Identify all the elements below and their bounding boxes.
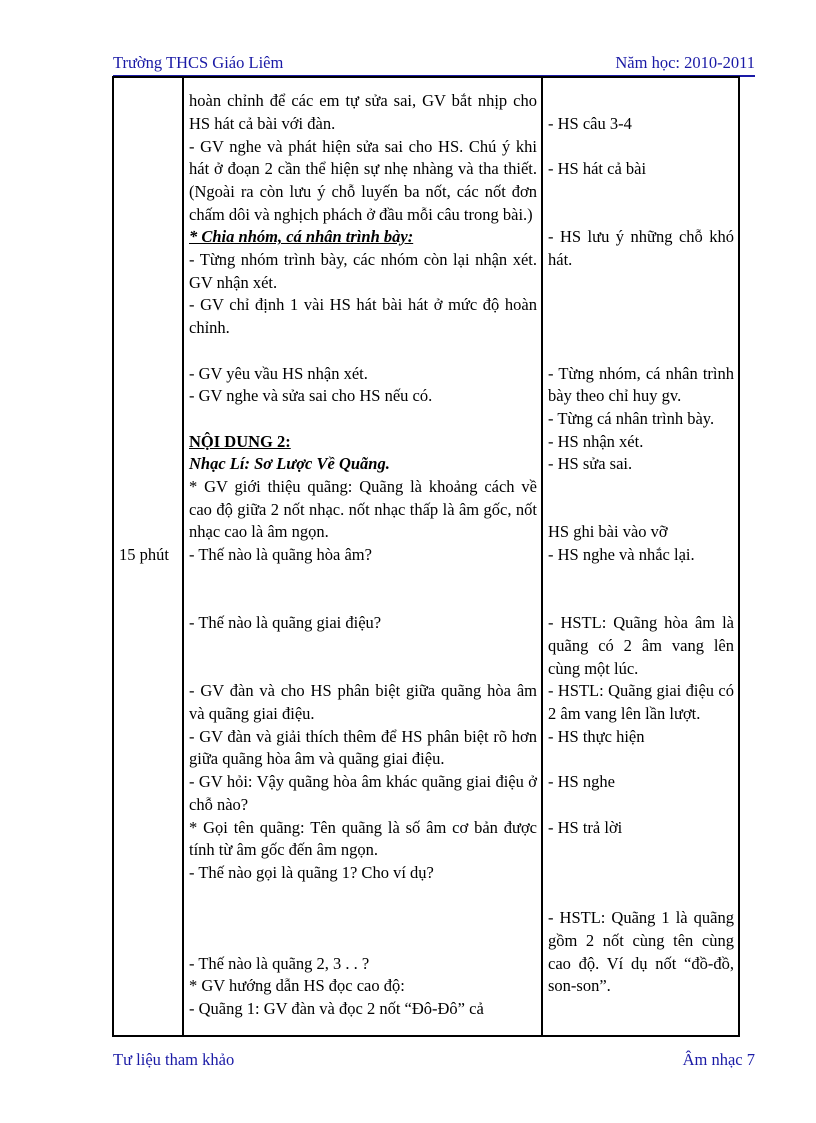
student-text: - HS hát cả bài: [548, 159, 647, 179]
page-header: [113, 53, 755, 77]
student-text: - HS sửa sai.: [548, 454, 633, 474]
teacher-text: * GV hướng dẫn HS đọc cao độ:: [189, 976, 405, 996]
teacher-text: - Từng nhóm trình bày, các nhóm còn lại nhận xét. GV nhận xét.: [189, 250, 537, 292]
teacher-text: - Thế nào là quãng hòa âm?: [189, 545, 372, 565]
teacher-text: - GV đàn và giải thích thêm để HS phân biệt rõ hơn giữa quãng hòa âm và quãng giai điệu.: [189, 726, 537, 769]
teacher-text: * GV giới thiệu quãng: Quãng là khoảng cách về cao độ giữa 2 nốt nhạc. nốt nhạc thấp là âm gốc, nốt nhạc cao là âm ngọn.: [189, 477, 537, 542]
student-text: - HS câu 3-4: [548, 113, 632, 133]
footer-left: Tư liệu tham khảo: [113, 1050, 235, 1069]
student-text: - HS nghe và nhắc lại.: [548, 545, 695, 565]
student-text: - Từng cá nhân trình bày.: [548, 408, 715, 428]
student-text: - HS thực hiện: [548, 726, 645, 746]
content-heading: NỘI DUNG 2:: [189, 431, 291, 451]
teacher-text: - Thế nào là quãng 2, 3 . . ?: [189, 953, 370, 973]
section-heading: * Chia nhóm, cá nhân trình bày:: [189, 227, 414, 247]
student-text: - HSTL: Quãng hòa âm là quãng có 2 âm vang lên cùng một lúc.: [548, 613, 734, 678]
time-label: 15 phút: [119, 545, 169, 565]
teacher-text: - Thế nào gọi là quãng 1? Cho ví dụ?: [189, 862, 434, 882]
teacher-activity-cell: [183, 77, 542, 1036]
teacher-text: - GV nghe và phát hiện sửa sai cho HS. Chú ý khi hát ở đoạn 2 cần thể hiện sự nhẹ nhàng và tha thiết. (Ngoài ra còn lưu ý chỗ luyến ba nốt, các nốt đơn chấm dôi và nghịch phách ở đầu mỗi câu trong bài.): [189, 136, 537, 224]
teacher-text: * Gọi tên quãng: Tên quãng là số âm cơ bản được tính từ âm gốc đến âm ngọn.: [189, 817, 537, 860]
teacher-text: - Quãng 1: GV đàn và đọc 2 nốt “Đô-Đô” cả: [189, 999, 484, 1019]
student-text: - HSTL: Quãng 1 là quãng gồm 2 nốt cùng tên cùng cao độ. Ví dụ nốt “đồ-đồ, son-son”.: [548, 908, 734, 996]
student-text: - Từng nhóm, cá nhân trình bày theo chỉ huy gv.: [548, 363, 734, 406]
student-text: - HS trả lời: [548, 817, 623, 837]
footer-right: Âm nhạc 7: [682, 1050, 755, 1069]
teacher-text: - GV hỏi: Vậy quãng hòa âm khác quãng giai điệu ở chỗ nào?: [189, 772, 537, 814]
student-text: - HS nhận xét.: [548, 431, 644, 451]
teacher-text: - GV yêu vầu HS nhận xét.: [189, 363, 368, 383]
school-name: Trường THCS Giáo Liêm: [113, 53, 284, 72]
teacher-text: - GV đàn và cho HS phân biệt giữa quãng hòa âm và quãng giai điệu.: [189, 681, 537, 724]
student-text: - HS nghe: [548, 772, 615, 792]
teacher-text: - Thế nào là quãng giai điệu?: [189, 613, 382, 633]
teacher-text: hoàn chỉnh để các em tự sửa sai, GV bắt nhịp cho HS hát cả bài với đàn.: [189, 91, 537, 133]
student-text: - HS lưu ý những chỗ khó hát.: [548, 227, 734, 270]
time-cell: [113, 77, 183, 1036]
page-footer: [113, 1050, 755, 1070]
student-activity-cell: [542, 77, 739, 1036]
lesson-table: [112, 76, 740, 1037]
table-row: [113, 77, 739, 1036]
teacher-text: - GV chỉ định 1 vài HS hát bài hát ở mức độ hoàn chỉnh.: [189, 295, 537, 338]
teacher-text: - GV nghe và sửa sai cho HS nếu có.: [189, 386, 433, 406]
topic-heading: Nhạc Lí: Sơ Lược Về Quãng.: [189, 454, 390, 474]
school-year: Năm học: 2010-2011: [615, 53, 755, 72]
student-text: HS ghi bài vào vỡ: [548, 522, 668, 542]
student-text: - HSTL: Quãng giai điệu có 2 âm vang lên lần lượt.: [548, 681, 734, 724]
